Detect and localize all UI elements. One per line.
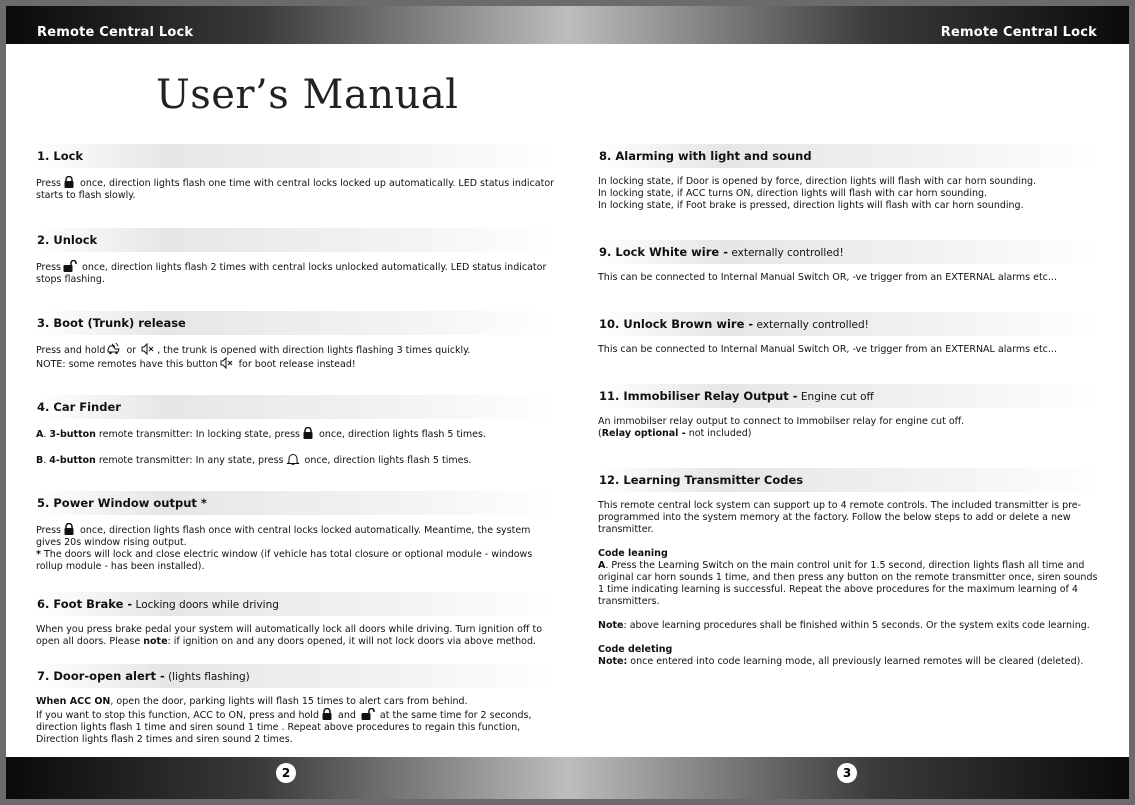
s11-title: 11. Immobiliser Relay Output - (599, 389, 798, 403)
manual-title: User’s Manual (156, 72, 459, 118)
s11-l2: not included) (685, 428, 752, 439)
left-footer-bar (6, 757, 568, 799)
s11-l1: An immobilser relay output to connect to Immobilser relay for engine cut off. (598, 416, 965, 427)
s2-pre: Press (36, 262, 62, 273)
s4-b-label: B (36, 455, 44, 466)
speaker-mute-icon (141, 343, 155, 355)
section-alarming-title: 8. Alarming with light and sound (598, 144, 1100, 168)
section-unlock-body (36, 260, 556, 286)
section-immobiliser (598, 384, 1100, 440)
unlock-icon-2 (361, 708, 375, 720)
s12-cd-note-bold: Note: (598, 656, 628, 667)
section-door-open-alert-body (36, 696, 556, 746)
s12-cl-a: A (598, 560, 606, 571)
section-learning-codes-title: 12. Learning Transmitter Codes (598, 468, 1100, 492)
right-page (568, 6, 1129, 799)
section-power-window-title: 5. Power Window output * (36, 491, 556, 515)
right-header-bar (568, 6, 1129, 44)
section-lock-white-wire (598, 240, 1100, 284)
s5-note: The doors will lock and close electric window (if vehicle has total closure or optional module - windows rollup module - has been installed). (36, 549, 533, 572)
lock-icon-3 (63, 523, 75, 535)
s4-a-label: A (36, 429, 44, 440)
s1-pre: Press (36, 178, 62, 189)
right-header-title: Remote Central Lock (940, 25, 1097, 40)
s6-t-bold: note (143, 636, 168, 647)
section-power-window (36, 491, 556, 573)
s8-line: In locking state, if Foot brake is pressed, direction lights will flash with car horn sounding. (598, 200, 1024, 211)
left-header-bar (6, 6, 568, 44)
s4-b-dot: . (43, 455, 50, 466)
s9-title: 9. Lock White wire - (599, 245, 728, 259)
s12-note-bold: Note (598, 620, 624, 631)
s4-b-post: once, direction lights flash 5 times. (301, 455, 472, 466)
section-lock-title: 1. Lock (36, 144, 556, 168)
s7-l2-post: at the same time for 2 seconds, direction lights flash 1 time and siren sound 1 time . Repeat above procedures to regain this function, Direction lights flash 2 times and siren sound 2 times. (36, 710, 532, 745)
trunk-icon (107, 343, 121, 355)
section-car-finder (36, 395, 556, 467)
s8-line: In locking state, if ACC turns ON, direction lights will flash with car horn sounding. (598, 188, 988, 199)
s4-b-mid: remote transmitter: In any state, press (95, 455, 284, 466)
s4-a-post: once, direction lights flash 5 times. (316, 429, 486, 440)
s3-note-pre: NOTE: some remotes have this button (36, 359, 218, 370)
section-boot-release-body (36, 343, 556, 371)
speaker-mute-icon-2 (220, 357, 234, 369)
lock-icon-2 (302, 427, 314, 439)
s7-subtitle: (lights flashing) (164, 671, 250, 683)
s4-a-mid: remote transmitter: In locking state, press (95, 429, 300, 440)
s7-l2-and: and (334, 710, 359, 721)
s4-b-bold: 4-button (49, 455, 96, 466)
section-lock-body (36, 176, 556, 202)
s10-subtitle: externally controlled! (753, 319, 869, 331)
s4-a-bold: 3-button (49, 429, 96, 440)
s5-pre: Press (36, 525, 62, 536)
section-alarming-body (598, 176, 1100, 212)
s8-line: In locking state, if Door is opened by force, direction lights will flash with car horn sounding. (598, 176, 1037, 187)
s7-title: 7. Door-open alert - (37, 669, 165, 683)
section-boot-release-title: 3. Boot (Trunk) release (36, 311, 556, 335)
s6-t2: : if ignition on and any doors opened, it will not lock doors via above method. (167, 636, 537, 647)
s9-subtitle: externally controlled! (728, 247, 844, 259)
right-page-number: 3 (837, 763, 857, 783)
section-lock-white-wire-title (598, 240, 1100, 264)
s3-pre: Press and hold (36, 345, 106, 356)
s4-a-dot: . (43, 429, 50, 440)
section-unlock-brown-wire (598, 312, 1100, 356)
s11-subtitle: Engine cut off (797, 391, 874, 403)
s12-cd-note: once entered into code learning mode, all previously learned remotes will be cleared (deleted). (627, 656, 1084, 667)
s12-intro: This remote central lock system can support up to 4 remote controls. The included transmitter is pre-programmed into the system memory at the factory. Follow the below steps to add or delete a new transmitter. (598, 500, 1082, 535)
s6-title: 6. Foot Brake - (37, 597, 133, 611)
section-lock-white-wire-body (598, 272, 1100, 284)
s11-l2-open: ( (598, 428, 602, 439)
section-unlock (36, 228, 556, 286)
s12-code-learning-heading: Code leaning (598, 548, 668, 559)
bell-icon (286, 453, 300, 465)
section-door-open-alert (36, 664, 556, 746)
s11-l2-bold: Relay optional - (601, 428, 686, 439)
s2-post: once, direction lights flash 2 times with central locks unlocked automatically. LED status indicator stops flashing. (36, 262, 547, 285)
section-unlock-title: 2. Unlock (36, 228, 556, 252)
section-immobiliser-body (598, 416, 1100, 440)
s7-l1-bold: When ACC ON (36, 696, 111, 707)
lock-icon (63, 176, 75, 188)
s3-post: , the trunk is opened with direction lights flashing 3 times quickly. (157, 345, 471, 356)
unlock-icon (63, 260, 77, 272)
section-boot-release (36, 311, 556, 371)
s12-code-deleting-heading: Code deleting (598, 644, 673, 655)
section-car-finder-body (36, 427, 556, 467)
s12-cl-text: . Press the Learning Switch on the main control unit for 1.5 second, direction lights flash all time and original car horn sounds 1 time, and then press any button on the remote transmitter once, siren sounds 1 time indicating learning is successful. Repeat the above procedures for the maximum learning of 4 transmitters. (598, 560, 1098, 607)
section-car-finder-title: 4. Car Finder (36, 395, 556, 419)
left-page-number: 2 (276, 763, 296, 783)
section-lock (36, 144, 556, 202)
s9-text: This can be connected to Internal Manual Switch OR, -ve trigger from an EXTERNAL alarms etc... (598, 272, 1057, 283)
section-unlock-brown-wire-title (598, 312, 1100, 336)
section-learning-codes (598, 468, 1100, 668)
lock-icon-4 (321, 708, 333, 720)
s1-post: once, direction lights flash one time with central locks locked up automatically. LED status indicator starts to flash slowly. (36, 178, 555, 201)
section-power-window-body (36, 523, 556, 573)
section-immobiliser-title (598, 384, 1100, 408)
s10-text: This can be connected to Internal Manual Switch OR, -ve trigger from an EXTERNAL alarms etc... (598, 344, 1057, 355)
section-foot-brake-body (36, 624, 556, 648)
section-unlock-brown-wire-body (598, 344, 1100, 356)
section-learning-codes-body (598, 500, 1100, 668)
s7-l2-pre: If you want to stop this function, ACC to ON, press and hold (36, 710, 319, 721)
s5-post: once, direction lights flash once with central locks locked automatically. Meantime, the system gives 20s window rising output. (36, 525, 531, 548)
section-alarming (598, 144, 1100, 212)
left-page (6, 6, 568, 799)
left-header-title: Remote Central Lock (37, 25, 194, 40)
right-footer-bar (568, 757, 1129, 799)
s3-or: or (123, 345, 140, 356)
section-foot-brake-title (36, 592, 556, 616)
section-foot-brake (36, 592, 556, 648)
s7-l1: , open the door, parking lights will flash 15 times to alert cars from behind. (110, 696, 468, 707)
s6-subtitle: Locking doors while driving (132, 599, 279, 611)
section-door-open-alert-title (36, 664, 556, 688)
s3-note-post: for boot release instead! (235, 359, 356, 370)
s5-note-star: * (36, 549, 41, 560)
s6-t1: When you press brake pedal your system will automatically lock all doors while driving. Turn ignition off to open all doors. Please (36, 624, 543, 647)
s12-note: : above learning procedures shall be finished within 5 seconds. Or the system exits code learning. (623, 620, 1090, 631)
s10-title: 10. Unlock Brown wire - (599, 317, 754, 331)
